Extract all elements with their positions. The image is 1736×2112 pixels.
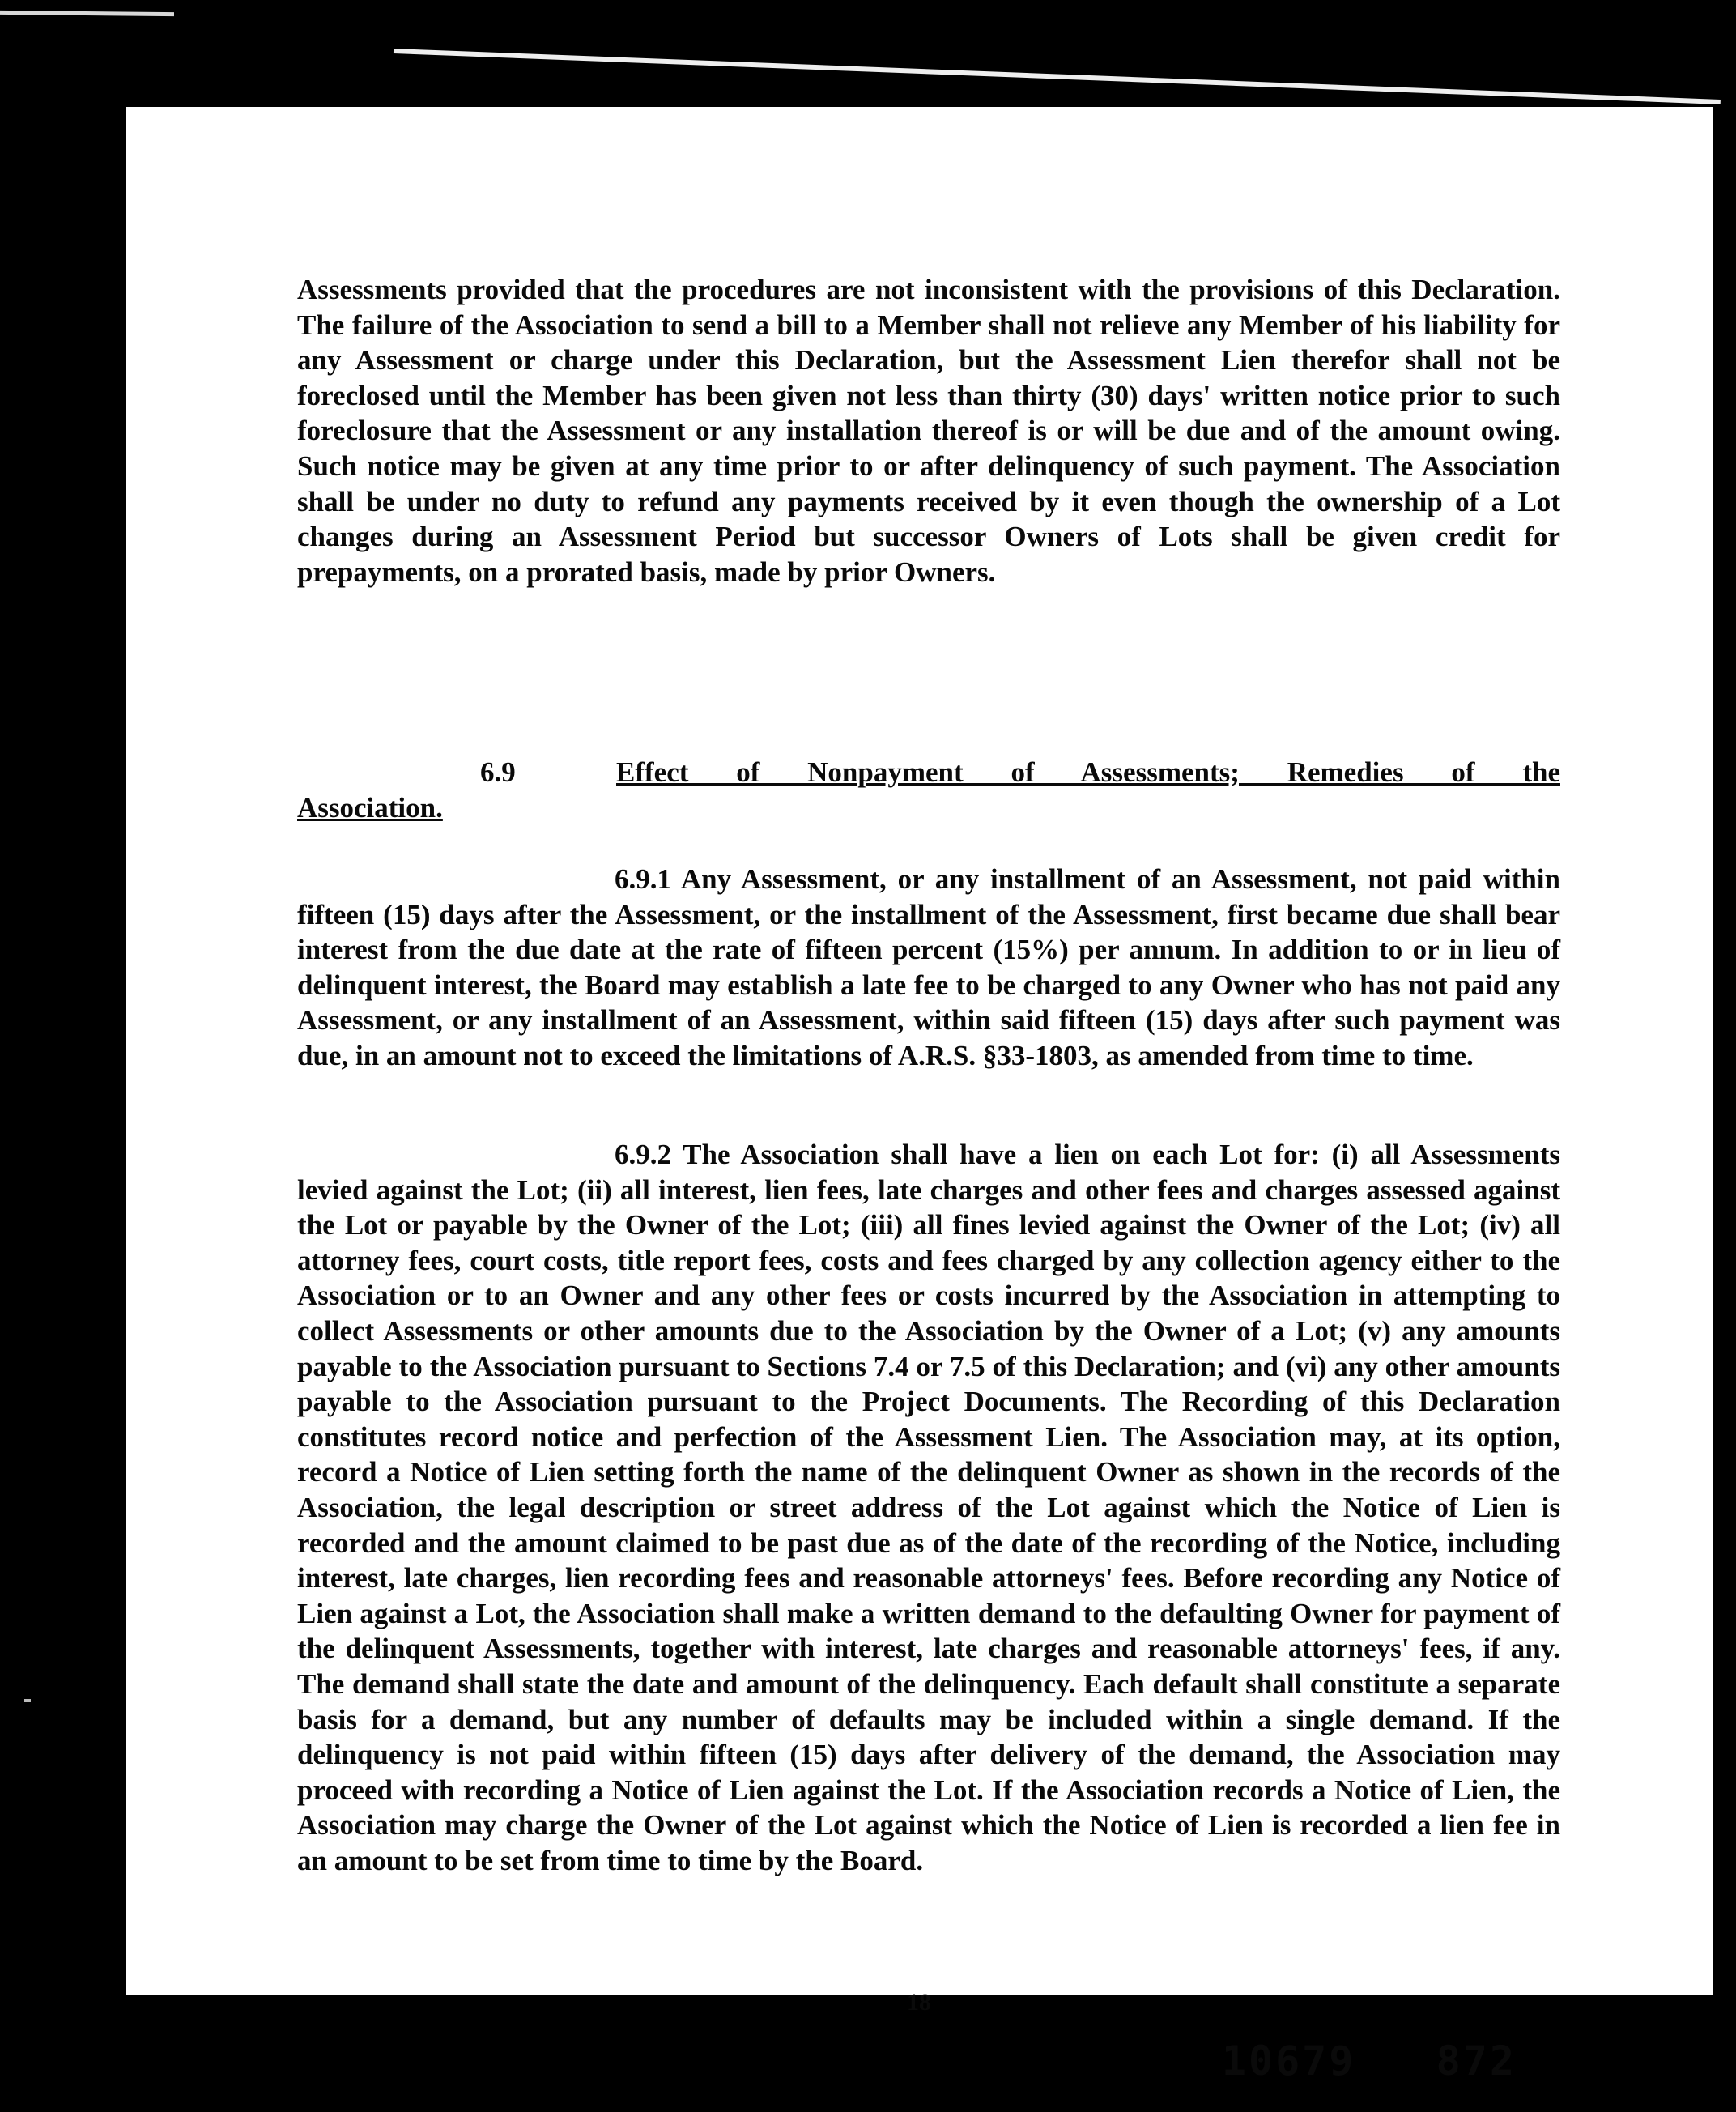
section-number: 6.9 (480, 756, 516, 788)
scan-artifact-line (0, 11, 174, 16)
paragraph-assessment-billing: Assessments provided that the procedures are not inconsistent with the provisions of this Declaration. The failure of the Association to send a bill to a Member shall not relieve any Member of his liability for any Assessment or charge under this Declaration, but the Assessment Lien therefor shall not be foreclosed until the Member has been given not less than thirty (30) days' written notice prior to such foreclosure that the Assessment or any installation thereof is or will be due and of the amount owing. Such notice may be given at any time prior to or after delinquency of such payment. The Association shall be under no duty to refund any payments received by it even though the ownership of a Lot changes during an Assessment Period but successor Owners of Lots shall be given credit for prepayments, on a prorated basis, made by prior Owners. (297, 274, 1560, 588)
page-number: 18 (907, 1989, 931, 2016)
scan-speck (24, 1699, 31, 1702)
section-title-continuation: Association. (297, 791, 443, 824)
document-page (126, 107, 1713, 2084)
section-title: Effect of Nonpayment of Assessments; Remedies of the (616, 756, 1560, 788)
scan-artifact-line (394, 49, 1721, 104)
recording-number: 10679 872 (1221, 2037, 1517, 2084)
paragraph-6-9-1: 6.9.1 Any Assessment, or any installment of an Assessment, not paid within fifteen (15) days after the Assessment, or the installment of the Assessment, first became due shall bear interest from the due date at the rate of fifteen percent (15%) per annum. In addition to or in lieu of delinquent interest, the Board may establish a late fee to be charged to any Owner who has not paid any Assessment, or any installment of an Assessment, within said fifteen (15) days after such payment was due, in an amount not to exceed the limitations of A.R.S. §33-1803, as amended from time to time. (297, 863, 1560, 1071)
section-heading (297, 755, 1560, 825)
paragraph-6-9-2: 6.9.2 The Association shall have a lien on each Lot for: (i) all Assessments levied against the Lot; (ii) all interest, lien fees, late charges and other fees and charges assessed against the Lot or payable by the Owner of the Lot; (iii) all fines levied against the Owner of the Lot; (iv) all attorney fees, court costs, title report fees, costs and fees charged by any collection agency either to the Association or to an Owner and any other fees or costs incurred by the Association in attempting to collect Assessments or other amounts due to the Association by the Owner of a Lot; (v) any amounts payable to the Association pursuant to Sections 7.4 or 7.5 of this Declaration; and (vi) any other amounts payable to the Association pursuant to the Project Documents. The Recording of this Declaration constitutes record notice and perfection of the Assessment Lien. The Association may, at its option, record a Notice of Lien setting forth the name of the delinquent Owner as shown in the records of the Association, the legal description or street address of the Lot against which the Notice of Lien is recorded and the amount claimed to be past due as of the date of the recording of the Notice, including interest, late charges, lien recording fees and reasonable attorneys' fees. Before recording any Notice of Lien against a Lot, the Association shall make a written demand to the defaulting Owner for payment of the delinquent Assessments, together with interest, late charges and reasonable attorneys' fees, if any. The demand shall state the date and amount of the delinquency. Each default shall constitute a separate basis for a demand, but any number of defaults may be included within a single demand. If the delinquency is not paid within fifteen (15) days after delivery of the demand, the Association may proceed with recording a Notice of Lien against the Lot. If the Association records a Notice of Lien, the Association may charge the Owner of the Lot against which the Notice of Lien is recorded a lien fee in an amount to be set from time to time by the Board. (297, 1139, 1560, 1876)
